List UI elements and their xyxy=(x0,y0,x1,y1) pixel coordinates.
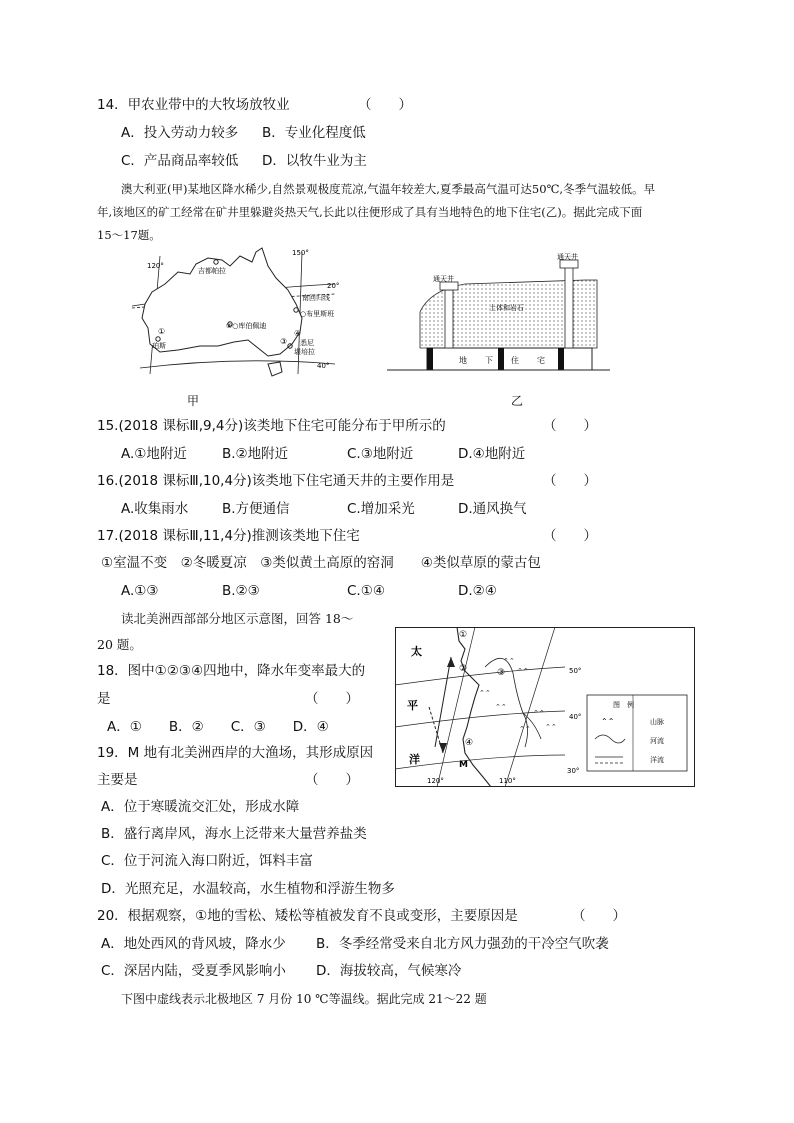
svg-text:⌃⌃: ⌃⌃ xyxy=(519,725,531,733)
intro-18-20-line1: 读北美洲西部部分地区示意图，回答 18～ xyxy=(121,611,354,626)
q16-option-d: D.通风换气 xyxy=(458,501,527,517)
q19-stem-line2: 主要是 xyxy=(97,772,138,788)
na-marker-3: ③ xyxy=(497,668,506,678)
jia-marker-3: ③ xyxy=(280,337,288,346)
q16-option-c: C.增加采光 xyxy=(347,501,415,517)
na-lat40: 40° xyxy=(569,713,582,721)
svg-text:⌃⌃: ⌃⌃ xyxy=(533,709,545,717)
australia-map xyxy=(130,244,350,379)
q16-stem: 16.(2018 课标Ⅲ,10,4分)该类地下住宅通天井的主要作用是 xyxy=(97,473,455,489)
intro-15-17-line1: 澳大利亚(甲)某地区降水稀少,自然景观极度荒凉,气温年较差大,夏季最高气温可达50℃,冬季气温较低。早 xyxy=(121,182,656,196)
svg-text:⌃⌃: ⌃⌃ xyxy=(503,657,515,665)
north-america-map xyxy=(395,627,695,787)
q19-option-c: C．位于河流入海口附近，饵料丰富 xyxy=(101,853,313,869)
q18-options: A．① B．② C．③ D．④ xyxy=(107,719,329,735)
q20-option-a: A．地处西风的背风坡，降水少 xyxy=(101,936,286,952)
yi-char-1: 地 xyxy=(459,356,467,365)
q18-stem-line1: 18．图中①②③④四地中，降水年变率最大的 xyxy=(97,663,366,679)
q14-option-c: C．产品商品率较低 xyxy=(121,153,239,169)
q20-blank: （ ） xyxy=(572,908,626,924)
q15-option-d: D.④地附近 xyxy=(458,446,526,462)
jia-perth-label: 珀斯 xyxy=(152,342,166,350)
na-legend-mountain-icon: ⌃⌃ xyxy=(601,717,615,726)
q14-option-a: A．投入劳动力较多 xyxy=(121,125,239,141)
q15-stem: 15.(2018 课标Ⅲ,9,4分)该类地下住宅可能分布于甲所示的 xyxy=(97,418,446,434)
q17-stem: 17.(2018 课标Ⅲ,11,4分)推测该类地下住宅 xyxy=(97,528,360,544)
q14-option-b: B．专业化程度低 xyxy=(262,125,366,141)
q17-option-c: C.①④ xyxy=(347,583,385,599)
jia-canberra-label: 堪培拉 xyxy=(294,348,315,356)
jia-lat40: 40° xyxy=(317,362,330,370)
q15-option-a: A.①地附近 xyxy=(121,446,187,462)
q19-option-a: A．位于寒暖流交汇处，形成水障 xyxy=(101,799,300,815)
svg-text:⌃⌃: ⌃⌃ xyxy=(545,723,557,731)
q14-option-d: D．以牧牛业为主 xyxy=(262,153,367,169)
q14-stem: 14．甲农业带中的大牧场放牧业 xyxy=(97,97,290,113)
svg-text:⌃⌃: ⌃⌃ xyxy=(495,703,507,711)
jia-lon120: 120° xyxy=(147,262,164,270)
intro-15-17-line3: 15～17题。 xyxy=(97,228,161,242)
yi-char-4: 宅 xyxy=(537,356,545,365)
na-marker-1: ① xyxy=(459,630,468,640)
na-label-yang: 洋 xyxy=(409,753,420,766)
intro-15-17-line2: 年,该地区的矿工经常在矿井里躲避炎热天气,长此以往便形成了具有当地特色的地下住宅(乙)。据此完成下面 xyxy=(97,205,643,219)
na-lon120: 120° xyxy=(427,777,444,785)
q20-option-c: C．深居内陆，受夏季风影响小 xyxy=(101,963,286,979)
q19-stem-line1: 19．M 地有北美洲西岸的大渔场，其形成原因 xyxy=(97,745,374,761)
q17-option-d: D.②④ xyxy=(458,583,497,599)
q18-blank: （ ） xyxy=(305,691,359,707)
q20-option-b: B．冬季经常受来自北方风力强劲的干冷空气吹袭 xyxy=(316,936,609,952)
q19-blank: （ ） xyxy=(305,772,359,788)
na-lat30: 30° xyxy=(567,767,580,775)
q17-blank: （ ） xyxy=(543,528,597,544)
na-marker-2: ② xyxy=(459,664,468,674)
q20-stem: 20．根据观察，①地的雪松、矮松等植被发育不良或变形，主要原因是 xyxy=(97,908,518,924)
q17-option-a: A.①③ xyxy=(121,583,159,599)
intro-21-22: 下图中虚线表示北极地区 7 月份 10 ℃等温线。据此完成 21～22 题 xyxy=(121,992,487,1006)
svg-text:⌃⌃: ⌃⌃ xyxy=(517,667,529,675)
na-label-m: M xyxy=(459,760,468,770)
svg-text:⌃⌃: ⌃⌃ xyxy=(479,689,491,697)
jia-tropic-label: 南回归线 xyxy=(302,294,330,302)
q20-option-d: D．海拔较高，气候寒冷 xyxy=(316,963,462,979)
jia-darwin-label: 吉都帕拉 xyxy=(198,267,226,275)
q18-stem-line2: 是 xyxy=(97,691,111,707)
na-lat50: 50° xyxy=(569,667,582,675)
q14-blank: （ ） xyxy=(358,97,412,113)
na-legend-mountain: 山脉 xyxy=(650,718,664,726)
jia-lon150: 150° xyxy=(292,249,309,257)
q16-blank: （ ） xyxy=(543,473,597,489)
yi-rock-label: 土体和岩石 xyxy=(489,304,524,312)
q19-option-b: B．盛行离岸风，海水上泛带来大量营养盐类 xyxy=(101,826,367,842)
q17-option-b: B.②③ xyxy=(222,583,260,599)
na-label-ping: 平 xyxy=(407,699,418,712)
na-legend-current: 洋流 xyxy=(650,756,664,764)
jia-brisbane-label: ○布里斯班 xyxy=(300,310,335,318)
q17-items: ①室温不变 ②冬暖夏凉 ③类似黄土高原的窑洞 ④类似草原的蒙古包 xyxy=(101,555,541,571)
q15-option-c: C.③地附近 xyxy=(347,446,414,462)
jia-lat20: 20° xyxy=(327,282,340,290)
q16-option-a: A.收集雨水 xyxy=(121,501,189,517)
jia-marker-4: ④ xyxy=(294,329,302,338)
yi-shaft-label-right: 通天井 xyxy=(557,253,578,261)
underground-house-diagram xyxy=(385,252,615,377)
map-yi-caption: 乙 xyxy=(511,394,524,408)
jia-sydney-label: 悉尼 xyxy=(300,339,314,347)
q15-blank: （ ） xyxy=(543,418,597,434)
yi-char-2: 下 xyxy=(485,356,493,365)
na-label-tai: 太 xyxy=(411,645,422,658)
intro-18-20-line2: 20 题。 xyxy=(97,637,142,652)
q16-option-b: B.方便通信 xyxy=(222,501,290,517)
na-lon110: 110° xyxy=(499,777,516,785)
yi-char-3: 住 xyxy=(511,356,519,365)
jia-marker-1: ① xyxy=(158,327,166,336)
jia-kubaby-label: ②○库伯佩迪 xyxy=(226,322,267,330)
q19-option-d: D．光照充足，水温较高，水生植物和浮游生物多 xyxy=(101,881,395,897)
yi-shaft-label-left: 通天井 xyxy=(433,275,454,283)
na-marker-4: ④ xyxy=(465,738,474,748)
q15-option-b: B.②地附近 xyxy=(222,446,289,462)
na-legend-river: 河流 xyxy=(650,737,664,745)
na-legend-title: 图 例 xyxy=(613,701,634,709)
map-jia-caption: 甲 xyxy=(187,394,200,408)
